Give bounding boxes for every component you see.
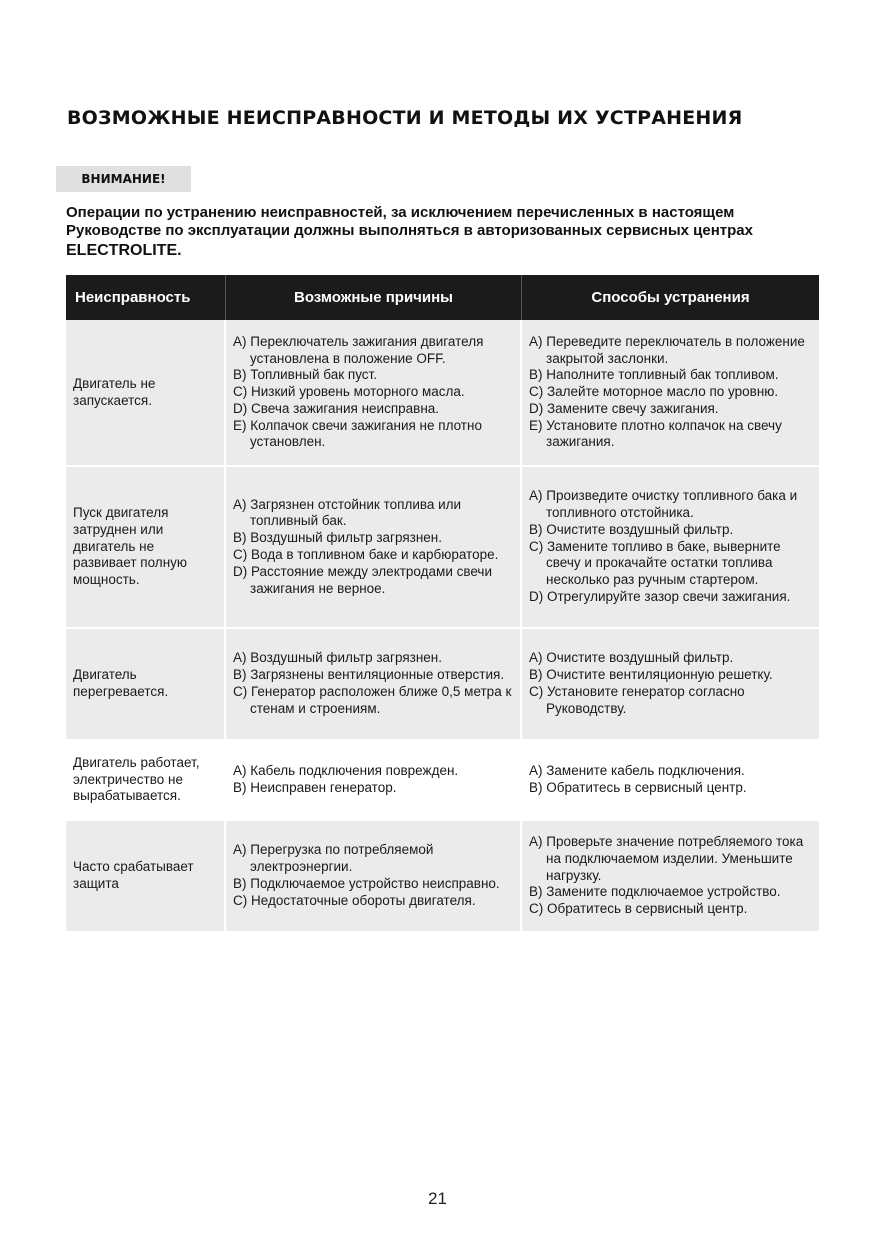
causes-list [233,497,514,598]
remedy-item: C) Обратитесь в сервисный центр. [529,901,748,917]
cause-item: A) Переключатель зажигания двигателя установлена в положение OFF. [233,333,484,366]
causes-cell [226,320,522,467]
remedy-item: A) Переведите переключатель в положение закрытой заслонки. [529,333,805,366]
remedies-list [529,488,813,606]
warning-label: ВНИМАНИЕ! [81,172,166,186]
remedy-item: C) Залейте моторное масло по уровню. [529,384,779,400]
remedies-cell [522,467,819,629]
notice-brand: ELECTROLITE. [66,242,182,259]
causes-cell [226,821,522,933]
causes-cell [226,741,522,821]
table-row [66,467,819,629]
causes-list [233,650,514,717]
notice-paragraph [66,204,818,261]
cause-item: C) Генератор расположен ближе 0,5 метра к стенам и строениям. [233,684,512,716]
notice-text: Операции по устранению неисправностей, за исключением перечисленных в настоящем Руководстве по эксплуатации должны выполняться в авторизованных сервисных центрах [66,204,753,239]
cause-item: B) Воздушный фильтр загрязнен. [233,530,443,546]
cause-item: D) Расстояние между электродами свечи зажигания не верное. [233,563,493,596]
remedies-cell [522,741,819,821]
cause-item: A) Кабель подключения поврежден. [233,763,459,779]
remedy-item: D) Замените свечу зажигания. [529,400,719,416]
fault-cell: Двигатель перегревается. [66,629,226,741]
remedies-list [529,763,813,797]
remedy-item: E) Установите плотно колпачок на свечу зажигания. [529,417,782,450]
table-row [66,741,819,821]
remedies-list [529,334,813,452]
table-row [66,821,819,933]
remedy-item: B) Очистите воздушный фильтр. [529,521,734,537]
fault-cell: Часто срабатывает защита [66,821,226,933]
header-causes: Возможные причины [226,275,522,320]
causes-cell [226,629,522,741]
cause-item: A) Загрязнен отстойник топлива или топливный бак. [233,496,462,529]
table-row [66,320,819,467]
remedies-cell [522,821,819,933]
remedy-item: C) Установите генератор согласно Руководству. [529,684,745,716]
remedy-item: B) Замените подключаемое устройство. [529,884,781,900]
cause-item: C) Низкий уровень моторного масла. [233,384,465,400]
fault-cell: Двигатель не запускается. [66,320,226,467]
cause-item: E) Колпачок свечи зажигания не плотно установлен. [233,417,482,450]
remedy-item: B) Наполните топливный бак топливом. [529,367,779,383]
cause-item: A) Воздушный фильтр загрязнен. [233,650,443,666]
cause-item: C) Недостаточные обороты двигателя. [233,892,476,908]
causes-list [233,842,514,909]
page-number: 21 [428,1189,447,1208]
cause-item: B) Неисправен генератор. [233,780,397,795]
cause-item: D) Свеча зажигания неисправна. [233,400,440,416]
remedy-item: A) Очистите воздушный фильтр. [529,650,734,666]
remedies-list [529,650,813,717]
table-header-row [66,275,819,320]
page-title: ВОЗМОЖНЫЕ НЕИСПРАВНОСТИ И МЕТОДЫ ИХ УСТРАНЕНИЯ [67,107,743,129]
remedy-item: C) Замените топливо в баке, выверните свечу и прокачайте остатки топлива несколько раз ручным стартером. [529,538,781,588]
causes-list [233,763,514,797]
remedies-cell [522,320,819,467]
cause-item: A) Перегрузка по потребляемой электроэнергии. [233,842,434,875]
header-fault: Неисправность [66,275,226,320]
remedy-item: A) Произведите очистку топливного бака и топливного отстойника. [529,488,798,520]
remedy-item: A) Проверьте значение потребляемого тока на подключаемом изделии. Уменьшите нагрузку. [529,834,804,883]
remedy-item: D) Отрегулируйте зазор свечи зажигания. [529,588,791,604]
troubleshooting-table [66,275,819,933]
remedy-item: A) Замените кабель подключения. [529,763,745,779]
cause-item: B) Топливный бак пуст. [233,367,377,383]
warning-badge [56,166,191,192]
remedy-item: B) Очистите вентиляционную решетку. [529,667,773,683]
fault-cell: Пуск двигателя затруднен или двигатель не развивает полную мощность. [66,467,226,629]
fault-cell: Двигатель работает, электричество не вырабатывается. [66,741,226,821]
remedies-list [529,834,813,918]
causes-list [233,334,514,452]
header-remedies: Способы устранения [522,275,819,320]
remedies-cell [522,629,819,741]
remedy-item: B) Обратитесь в сервисный центр. [529,780,747,795]
table-row [66,629,819,741]
cause-item: B) Подключаемое устройство неисправно. [233,876,500,891]
table-body [66,320,819,933]
cause-item: B) Загрязнены вентиляционные отверстия. [233,667,505,683]
causes-cell [226,467,522,629]
cause-item: C) Вода в топливном баке и карбюраторе. [233,547,499,562]
